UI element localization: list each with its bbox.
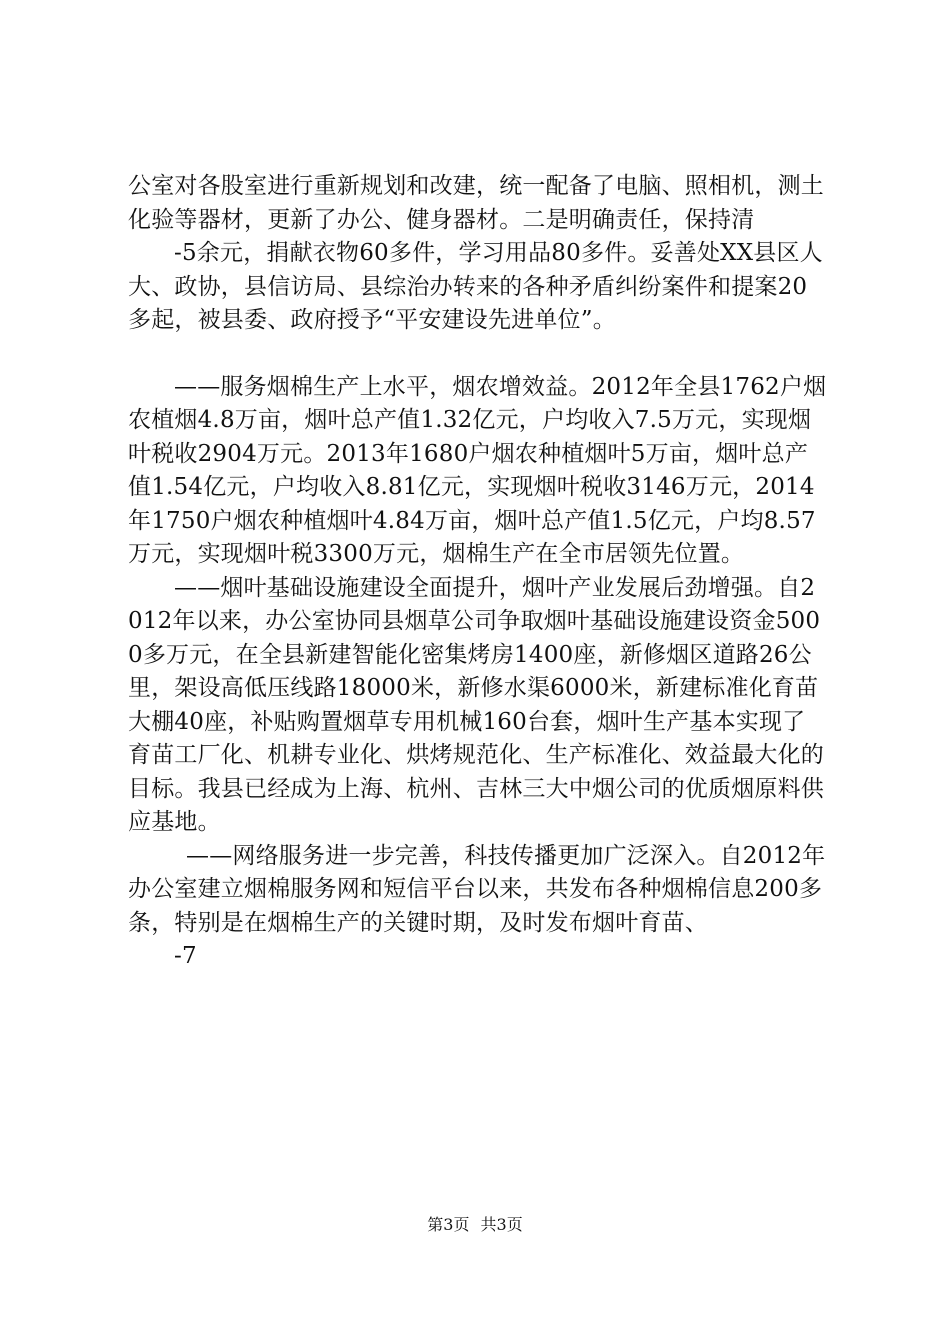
- paragraph-continuation: 公室对各股室进行重新规划和改建，统一配备了电脑、照相机，测土化验等器材，更新了办公、健身器材。二是明确责任，保持清: [128, 173, 824, 233]
- paragraph-production: ——服务烟棉生产上水平，烟农增效益。2012年全县1762户烟农植烟4.8万亩，烟叶总产值1.32亿元，户均收入7.5万元，实现烟叶税收2904万元。2013年1680户烟农种植烟叶5万亩，烟叶总产值1.54亿元，户均收入8.81亿元，实现烟叶税收3146万元，2014年1750户烟农种植烟叶4.84万亩，烟叶总产值1.5亿元，户均8.57万元，实现烟叶税3300万元，烟棉生产在全市居领先位置。: [128, 373, 827, 567]
- paragraph-gap: [128, 338, 828, 371]
- paragraph-page-marker: -7: [174, 943, 197, 969]
- paragraph-network: ——网络服务进一步完善，科技传播更加广泛深入。自2012年办公室建立烟棉服务网和短信平台以来，共发布各种烟棉信息200多条，特别是在烟棉生产的关键时期，及时发布烟叶育苗、: [128, 842, 826, 936]
- page-footer: [0, 1214, 950, 1236]
- page-number: 第3页: [427, 1215, 470, 1234]
- paragraph-donation: -5余元，捐献衣物60多件，学习用品80多件。妥善处XX县区人大、政协，县信访局、县综治办转来的各种矛盾纠纷案件和提案20多起，被县委、政府授予“平安建设先进单位”。: [128, 240, 823, 333]
- paragraph-infrastructure: ——烟叶基础设施建设全面提升，烟叶产业发展后劲增强。自2012年以来，办公室协同县烟草公司争取烟叶基础设施建设资金5000多万元，在全县新建智能化密集烤房1400座，新修烟区道路26公里，架设高低压线路18000米，新修水渠6000米，新建标准化育苗大棚40座，补贴购置烟草专用机械160台套，烟叶生产基本实现了育苗工厂化、机耕专业化、烘烤规范化、生产标准化、效益最大化的目标。我县已经成为上海、杭州、吉林三大中烟公司的优质烟原料供应基地。: [128, 574, 824, 835]
- document-body: [128, 170, 828, 974]
- page-total: 共3页: [480, 1215, 523, 1234]
